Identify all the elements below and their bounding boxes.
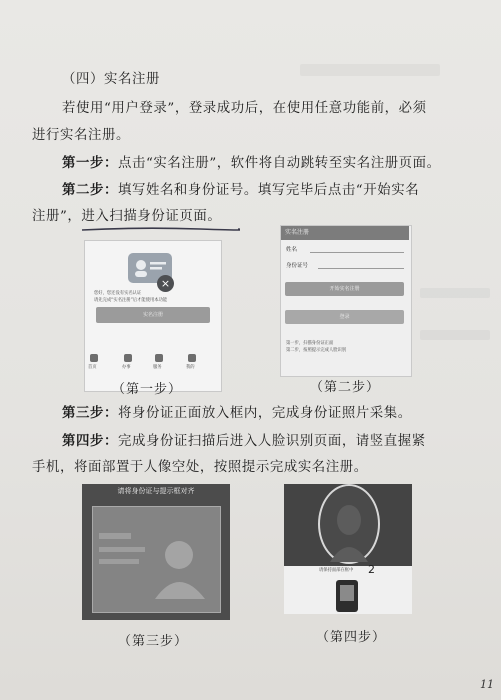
home-icon[interactable] [90, 354, 98, 362]
step3-text: 将身份证正面放入框内，完成身份证照片采集。 [117, 406, 412, 421]
countdown-number: 2 [368, 563, 375, 576]
step1-paragraph [62, 150, 441, 177]
user-icon[interactable] [188, 354, 196, 362]
caption-step1: （第一步） [112, 382, 183, 397]
id-number-label: 身份证号 [286, 263, 309, 269]
step4-label: 第四步： [62, 433, 118, 449]
nav-label-home: 首页 [88, 365, 97, 370]
name-field[interactable] [310, 252, 404, 253]
id-number-field[interactable] [318, 268, 404, 269]
bleed-through [300, 64, 440, 76]
intro-line-1: 若使用“用户登录”，登录成功后，在使用任意功能前，必须 [62, 101, 427, 116]
section-heading: （四）实名注册 [62, 72, 160, 87]
login-button[interactable]: 登录 [285, 310, 404, 324]
step3-paragraph [62, 400, 412, 427]
id-card-frame [92, 506, 221, 613]
caption-step2: （第二步） [310, 380, 381, 395]
bleed-through [420, 330, 490, 340]
step1-label: 第一步： [62, 155, 118, 171]
step4-paragraph-line1 [62, 428, 426, 455]
bleed-through [420, 288, 490, 298]
intro-line-2: 进行实名注册。 [32, 128, 130, 143]
screenshot-step2 [280, 225, 412, 377]
name-label: 姓名 [286, 247, 298, 253]
start-register-button[interactable]: 开始实名注册 [285, 282, 404, 296]
phone-screen-icon [340, 585, 354, 601]
nav-label-business: 办事 [122, 365, 131, 370]
step2-label: 第二步： [62, 182, 118, 198]
step2-text-2a: 注册”， [32, 209, 82, 224]
nav-label-mine: 我的 [186, 365, 195, 370]
note-line-1: 第一步，扫描身份证正面 [286, 341, 334, 346]
step2-text-1: 填写姓名和身份证号。填写完毕后点击“开始实名 [117, 183, 420, 198]
caption-step4: （第四步） [316, 630, 387, 645]
notice-line-1: 您好，您还没有实名认证 [94, 291, 142, 296]
nav-label-service: 服务 [153, 365, 162, 370]
step3-label: 第三步： [62, 405, 118, 421]
caption-step3: （第三步） [118, 634, 189, 649]
id-card-portrait-icon [93, 507, 220, 612]
step2-paragraph-line1 [62, 177, 419, 204]
face-silhouette-icon [328, 500, 370, 562]
step2-text-2b: 进入扫描身份证页面。 [81, 209, 222, 224]
step4-text-1: 完成身份证扫描后进入人脸识别页面，请竖直握紧 [117, 434, 426, 449]
note-line-2: 第二步，按照提示完成人脸识别 [286, 348, 347, 353]
step4-paragraph-line2: 手机，将面部置于人像空处，按照提示完成实名注册。 [32, 460, 368, 475]
service-icon[interactable] [124, 354, 132, 362]
pen-underline [80, 226, 240, 234]
notice-line-2: 请先完成“实名注册”后才能使用本功能 [94, 298, 168, 303]
step1-text: 点击“实名注册”，软件将自动跳转至实名注册页面。 [117, 156, 441, 171]
page-number: 11 [480, 678, 494, 691]
real-name-register-button[interactable]: 实名注册 [96, 307, 210, 323]
align-id-card-hint: 请将身份证与提示框对齐 [117, 487, 195, 495]
face-hint-text: 请保持面部在框中 [319, 568, 354, 573]
grid-icon[interactable] [155, 354, 163, 362]
close-badge-icon: × [157, 275, 174, 292]
register-header: 实名注册 [281, 226, 409, 240]
